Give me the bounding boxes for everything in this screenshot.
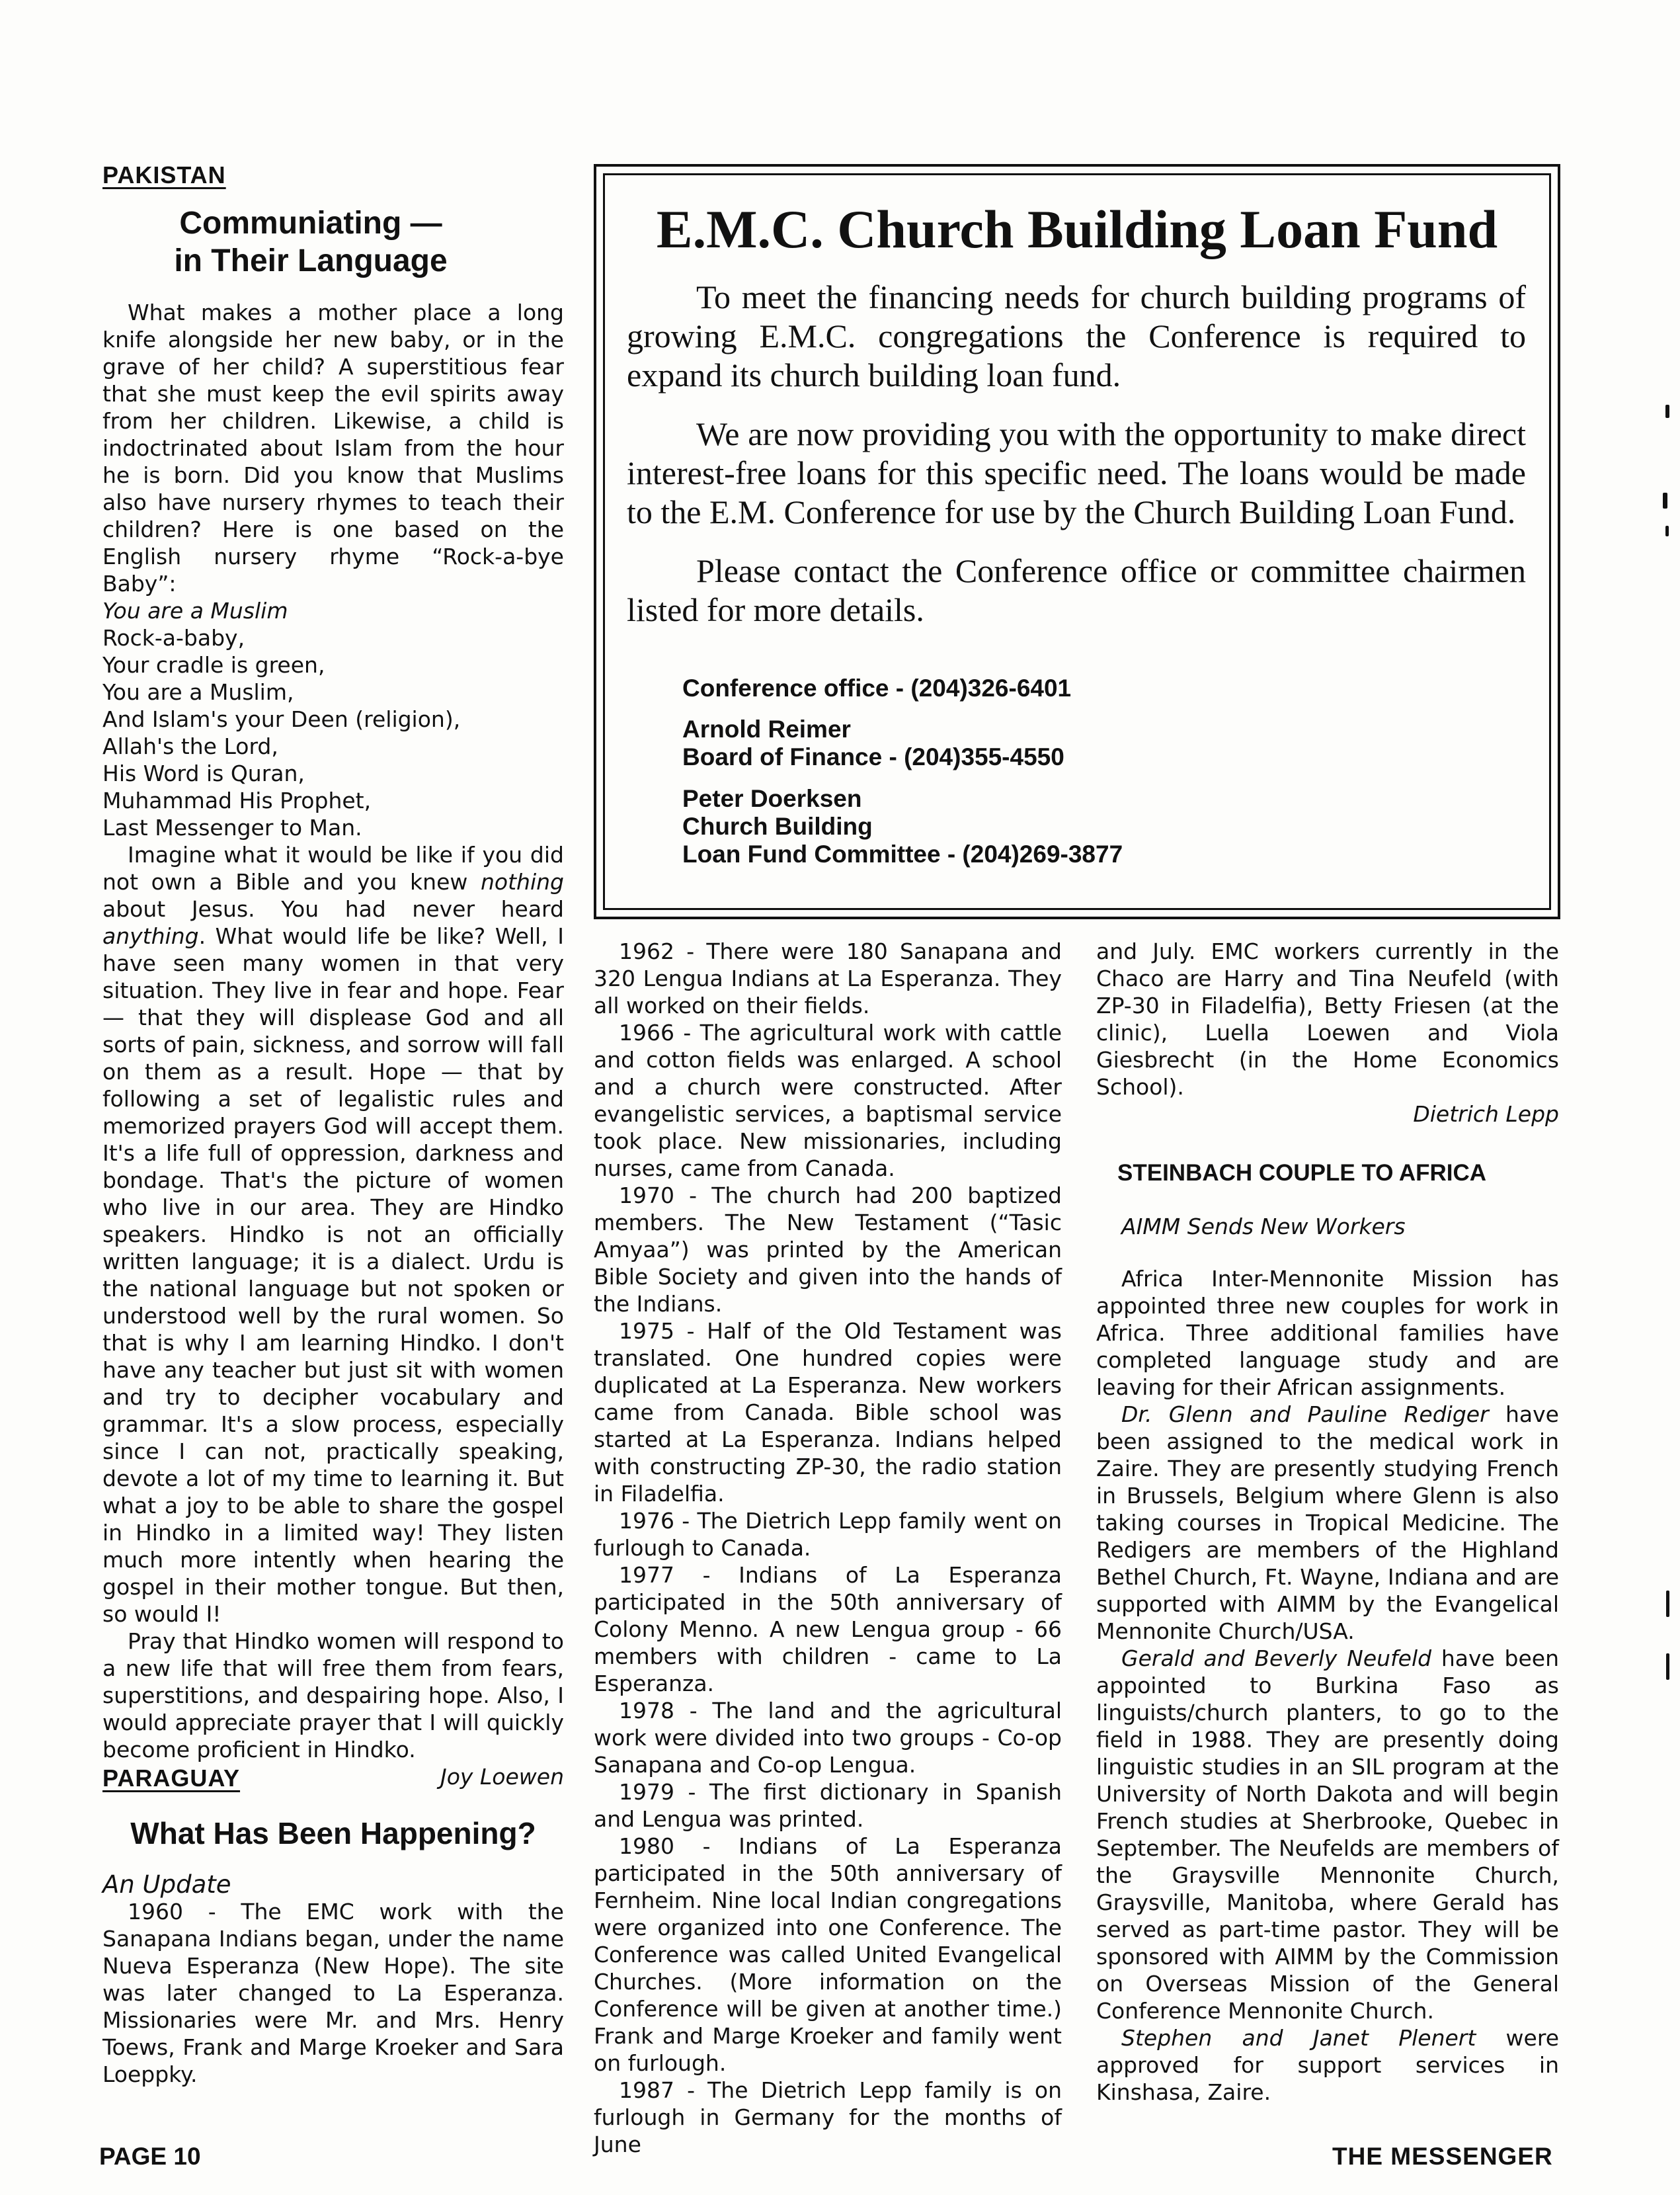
contact-name: Arnold Reimer xyxy=(682,716,851,743)
text-run: . What would life be like? Well, I have seen many women in that very situation. They live in fear and hope. Fear — that they will displease God and all sorts of pain, sickness, and sorrow will fall on them as a result. Hope — that by following a set of legalistic rules and memorized prayers God will accept them. It's a life full of oppression, darkness and bondage. That's the picture of women who live in our area. They are Hindko speakers. Hindko is not an officially written language; it is a dialect. Urdu is the national language but not spoken or understood well by the rural women. So that is why I am learning Hindko. I don't have any teacher but just sit with women and try to decipher vocabulary and grammar. It's a slow process, especially since I can not, practically speaking, devote a lot of my time to learning it. But what a joy to be able to share the gospel in Hindko in a limited way! They listen much more intently when hearing the gospel in their mother tongue. But then, so would I! xyxy=(102,923,564,1627)
poem-line: Last Messenger to Man. xyxy=(102,815,362,841)
article-title-pakistan xyxy=(102,205,519,280)
paragraph: Africa Inter-Mennonite Mission has appointed three new couples for work in Africa. Three additional families have completed language study and are leaving for their African assignments. xyxy=(1096,1266,1559,1400)
paragraph xyxy=(1096,2024,1559,2106)
paragraph: Pray that Hindko women will respond to a new life that will free them from fears, superstitions, and despairing hope. Also, I would appreciate prayer that I will quickly become proficient in Hindko. xyxy=(102,1628,564,1762)
scan-mark xyxy=(1665,526,1669,536)
paragraph xyxy=(1096,1645,1559,2024)
poem-line: His Word is Quran, xyxy=(102,761,305,786)
scan-mark xyxy=(1666,1591,1669,1617)
contact-line: Church Building xyxy=(682,813,873,840)
poem-line: Allah's the Lord, xyxy=(102,733,278,759)
poem-line: Muhammad His Prophet, xyxy=(102,788,372,813)
text-run: were approved for support services in Kinshasa, Zaire. xyxy=(1096,2025,1559,2105)
ad-paragraph: We are now providing you with the opportunity to make direct interest-free loans for this specific need. The loans would be made to the E.M. Conference for use by the Church Building Loan Fund. xyxy=(627,415,1526,530)
contact-line: Loan Fund Committee - (204)269-3877 xyxy=(682,841,1123,868)
timeline-entry: 1977 - Indians of La Esperanza participated in the 50th anniversary of Colony Menno. A new Lengua group - 66 members with children - came to La Esperanza. xyxy=(594,1562,1062,1696)
page-number: PAGE 10 xyxy=(99,2143,201,2170)
timeline-entry: 1987 - The Dietrich Lepp family is on furlough in Germany for the months of June xyxy=(594,2077,1062,2157)
scan-mark xyxy=(1663,493,1667,509)
paragraph xyxy=(102,841,564,1628)
timeline-entry: 1966 - The agricultural work with cattle and cotton fields was enlarged. A school and a church were constructed. After evangelistic services, a baptismal service took place. New missionaries, including nurses, came from Canada. xyxy=(594,1020,1062,1181)
paragraph: 1960 - The EMC work with the Sanapana Indians began, under the name Nueva Esperanza (New Hope). The site was later changed to La Esperanza. Missionaries were Mr. and Mrs. Henry Toews, Frank and Marge Kroeker and Sara Loeppky. xyxy=(102,1899,564,2087)
contact-name: Peter Doerksen xyxy=(682,785,862,812)
publication-name: THE MESSENGER xyxy=(1332,2143,1553,2170)
names: Gerald and Beverly Neufeld xyxy=(1121,1645,1432,1671)
article-title-steinbach: STEINBACH COUPLE TO AFRICA xyxy=(1117,1160,1487,1186)
contact-board-of-finance xyxy=(682,716,1064,771)
timeline-entry: 1976 - The Dietrich Lepp family went on furlough to Canada. xyxy=(594,1508,1062,1561)
names: Stephen and Janet Plenert xyxy=(1121,2025,1476,2051)
contact-loan-fund-committee xyxy=(682,785,1123,868)
article-body-paraguay-timeline xyxy=(594,938,1062,2158)
poem-line: You are a Muslim xyxy=(102,598,288,624)
timeline-entry: 1979 - The first dictionary in Spanish and Lengua was printed. xyxy=(594,1779,1062,1832)
ad-title: E.M.C. Church Building Loan Fund xyxy=(656,199,1498,259)
timeline-entry: 1978 - The land and the agricultural work were divided into two groups - Co-op Sanapana and Co-op Lengua. xyxy=(594,1698,1062,1778)
byline: Joy Loewen xyxy=(440,1764,564,1790)
paragraph xyxy=(1096,1401,1559,1645)
subtitle: AIMM Sends New Workers xyxy=(1121,1214,1406,1239)
names: Dr. Glenn and Pauline Rediger xyxy=(1121,1401,1489,1427)
title-line-2: in Their Language xyxy=(174,243,448,278)
poem-line: You are a Muslim, xyxy=(102,679,294,705)
scan-mark xyxy=(1666,1653,1669,1680)
article-body-paraguay-start xyxy=(102,1871,564,2088)
poem-line: Rock-a-baby, xyxy=(102,625,245,651)
article-body-pakistan xyxy=(102,299,564,1790)
byline: Dietrich Lepp xyxy=(1413,1101,1559,1127)
subtitle: An Update xyxy=(102,1870,231,1899)
poem-line: And Islam's your Deen (religion), xyxy=(102,706,461,732)
text-run: have been assigned to the medical work in Zaire. They are presently studying French in Brussels, Belgium where Glenn is also taking courses in Tropical Medicine. The Redigers are members of the Highland Bethel Church, Ft. Wayne, Indiana and are supported with AIMM by the Evangelical Mennonite Church/USA. xyxy=(1096,1401,1559,1644)
section-label-paraguay: PARAGUAY xyxy=(102,1764,241,1792)
section-label-pakistan: PAKISTAN xyxy=(102,161,226,188)
article-title-paraguay: What Has Been Happening? xyxy=(130,1816,536,1850)
timeline-entry: 1962 - There were 180 Sanapana and 320 Lengua Indians at La Esperanza. They all worked on their fields. xyxy=(594,938,1062,1018)
contact-line: Board of Finance - (204)355-4550 xyxy=(682,743,1064,770)
text-run: Imagine what it would be like if you did not own a Bible and you knew xyxy=(102,842,564,895)
nursery-rhyme xyxy=(102,597,564,841)
timeline-entry: 1980 - Indians of La Esperanza participated in the 50th anniversary of Fernheim. Nine local Indian congregations were organized into one Conference. The Conference was called United Evangelical Churches. (More information on the Conference will be given at another time.) Frank and Marge Kroeker and family went on furlough. xyxy=(594,1833,1062,2076)
paragraph: What makes a mother place a long knife alongside her new baby, or in the grave of her child? A superstitious fear that she must keep the evil spirits away from her children. Likewise, a child is indoctrinated about Islam from the hour he is born. Did you know that Muslims also have nursery rhymes to teach their children? Here is one based on the English nursery rhyme “Rock-a-bye Baby”: xyxy=(102,300,564,597)
timeline-entry: 1970 - The church had 200 baptized members. The New Testament (“Tasic Amyaa”) was printed by the American Bible Society and given into the hands of the Indians. xyxy=(594,1182,1062,1317)
contact-conference-office: Conference office - (204)326-6401 xyxy=(682,675,1072,702)
text-run: about Jesus. You had never heard xyxy=(102,896,564,922)
timeline-entry: 1975 - Half of the Old Testament was translated. One hundred copies were duplicated at La Esperanza. New workers came from Canada. Bible school was started at La Esperanza. Indians helped with constructing ZP-30, the radio station in Filadelfia. xyxy=(594,1318,1062,1507)
scan-mark xyxy=(1665,405,1669,418)
ad-body xyxy=(627,278,1526,630)
article-body-paraguay-end xyxy=(1096,938,1559,1128)
poem-line: Your cradle is green, xyxy=(102,652,325,678)
ad-paragraph: To meet the financing needs for church building programs of growing E.M.C. congregations the Conference is required to expand its church building loan fund. xyxy=(627,278,1526,393)
text-run: have been appointed to Burkina Faso as linguists/church planters, to go to the field in 1988. They are presently doing linguistic studies in an SIL program at the University of North Dakota and will begin French studies at Sherbrooke, Quebec in September. The Neufelds are members of the Graysville Mennonite Church, Graysville, Manitoba, where Gerald has served as part-time pastor. They will be sponsored with AIMM by the Commission on Overseas Mission of the General Conference Mennonite Church. xyxy=(1096,1645,1560,2024)
article-body-steinbach xyxy=(1096,1213,1559,2106)
title-line-1: Communiating — xyxy=(179,206,442,241)
emphasis: nothing xyxy=(481,869,564,895)
ad-paragraph: Please contact the Conference office or committee chairmen listed for more details. xyxy=(627,552,1526,628)
paragraph: and July. EMC workers currently in the Chaco are Harry and Tina Neufeld (with ZP-30 in Filadelfia), Betty Friesen (at the clinic), Luella Loewen and Viola Giesbrecht (in the Home Economics School). xyxy=(1096,938,1559,1100)
emphasis: anything xyxy=(102,923,199,949)
